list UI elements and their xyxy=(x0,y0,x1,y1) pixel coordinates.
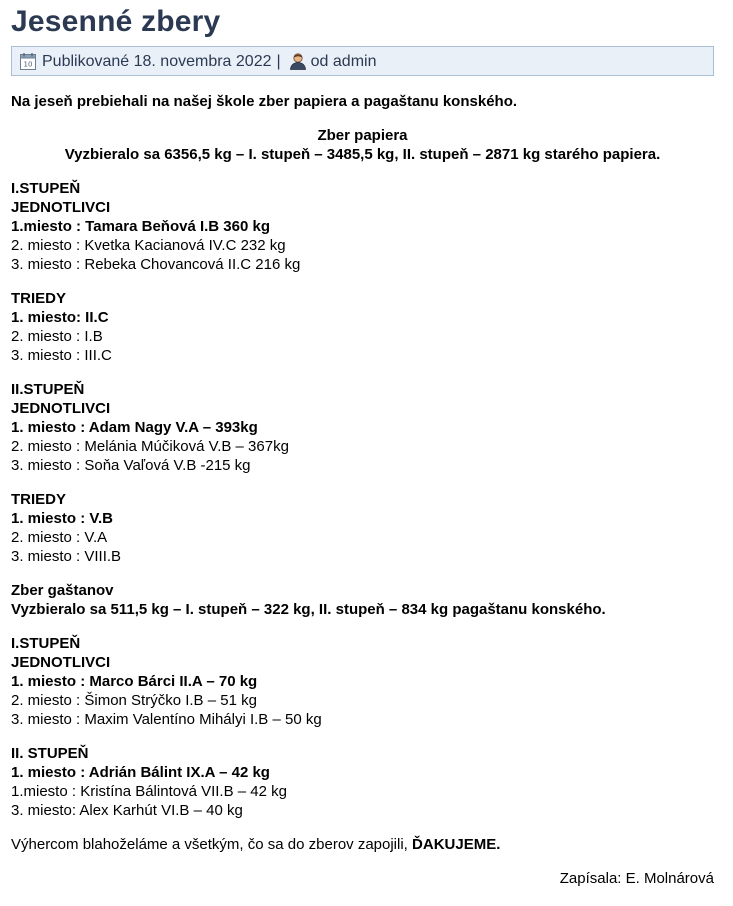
paper-stage1-individuals xyxy=(11,179,714,274)
first-place: 1. miesto : Adrián Bálint IX.A – 42 kg xyxy=(11,764,270,781)
chestnut-collection-header xyxy=(11,581,714,619)
paper-summary: Vyzbieralo sa 6356,5 kg – I. stupeň – 3485,5 kg, II. stupeň – 2871 kg starého papiera. xyxy=(64,146,661,163)
group-label: JEDNOTLIVCI xyxy=(11,400,111,417)
article xyxy=(0,4,733,888)
chestnut-stage2 xyxy=(11,744,714,820)
chestnut-summary: Vyzbieralo sa 511,5 kg – I. stupeň – 322 kg, II. stupeň – 834 kg pagaštanu konského. xyxy=(11,601,606,618)
first-place: 1. miesto: II.C xyxy=(11,309,109,326)
second-place: 2. miesto : Šimon Strýčko I.B – 51 kg xyxy=(11,692,257,709)
svg-text:10: 10 xyxy=(23,60,33,68)
post-meta-bar xyxy=(11,46,714,76)
third-place: 3. miesto: Alex Karhút VI.B – 40 kg xyxy=(11,802,243,819)
closing-text: Výhercom blahoželáme a všetkým, čo sa do zberov zapojili, xyxy=(11,836,408,853)
third-place: 3. miesto : Maxim Valentíno Mihályi I.B – 50 kg xyxy=(11,711,322,728)
stage-label: II. STUPEŇ xyxy=(11,745,89,762)
third-place: 3. miesto : Soňa Vaľová V.B -215 kg xyxy=(11,457,251,474)
signature: Zapísala: E. Molnárová xyxy=(559,870,714,887)
paper-collection-header xyxy=(11,126,714,164)
group-label: TRIEDY xyxy=(11,290,67,307)
stage-label: II.STUPEŇ xyxy=(11,381,85,398)
group-label: TRIEDY xyxy=(11,491,67,508)
stage-label: I.STUPEŇ xyxy=(11,180,81,197)
meta-separator: | xyxy=(276,52,281,70)
stage-label: I.STUPEŇ xyxy=(11,635,81,652)
closing-emphasis: ĎAKUJEME. xyxy=(412,836,501,853)
first-place: 1. miesto : Adam Nagy V.A – 393kg xyxy=(11,419,258,436)
paper-stage2-classes xyxy=(11,490,714,566)
closing-message xyxy=(11,835,714,854)
paper-stage1-classes xyxy=(11,289,714,365)
chestnut-heading: Zber gaštanov xyxy=(11,582,114,599)
third-place: 3. miesto : VIII.B xyxy=(11,548,122,565)
group-label: JEDNOTLIVCI xyxy=(11,199,111,216)
second-place: 2. miesto : Kvetka Kacianová IV.C 232 kg xyxy=(11,237,286,254)
second-place: 2. miesto : Melánia Múčiková V.B – 367kg xyxy=(11,438,289,455)
third-place: 3. miesto : III.C xyxy=(11,347,112,364)
third-place: 3. miesto : Rebeka Chovancová II.C 216 kg xyxy=(11,256,301,273)
second-place: 2. miesto : V.A xyxy=(11,529,108,546)
paper-heading: Zber papiera xyxy=(317,127,408,144)
published-date: Publikované 18. novembra 2022 xyxy=(42,52,272,70)
author-link[interactable]: od admin xyxy=(310,52,377,70)
first-place: 1. miesto : Marco Bárci II.A – 70 kg xyxy=(11,673,258,690)
group-label: JEDNOTLIVCI xyxy=(11,654,111,671)
user-icon xyxy=(289,52,307,70)
first-place: 1.miesto : Tamara Beňová I.B 360 kg xyxy=(11,218,270,235)
intro-text: Na jeseň prebiehali na našej škole zber papiera a pagaštanu konského. xyxy=(11,93,518,110)
chestnut-stage1 xyxy=(11,634,714,729)
calendar-icon xyxy=(20,53,36,70)
page-title: Jesenné zbery xyxy=(11,5,221,38)
first-place: 1. miesto : V.B xyxy=(11,510,113,527)
second-place: 1.miesto : Kristína Bálintová VII.B – 42 kg xyxy=(11,783,287,800)
second-place: 2. miesto : I.B xyxy=(11,328,103,345)
paper-stage2-individuals xyxy=(11,380,714,475)
